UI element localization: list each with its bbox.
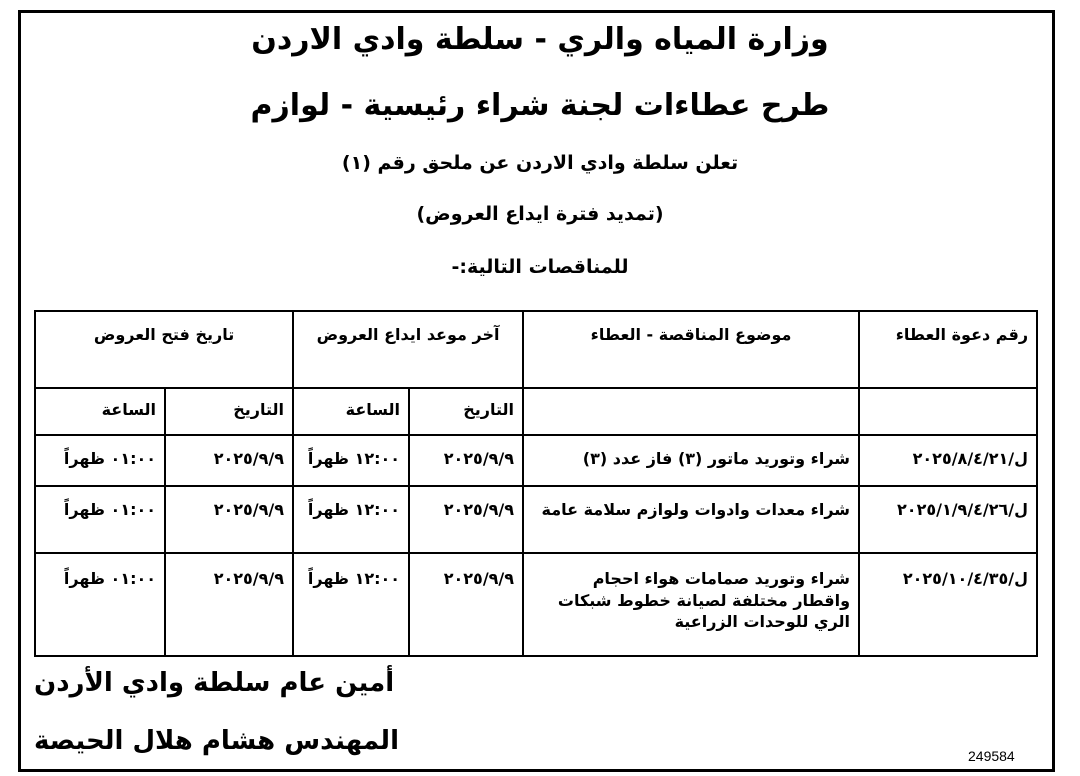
tenders-intro: للمناقصات التالية:- — [451, 256, 629, 278]
ministry-heading: وزارة المياه والري - سلطة وادي الاردن — [251, 22, 829, 57]
header-deadline: آخر موعد ايداع العروض — [293, 311, 523, 388]
tenders-table — [34, 310, 1038, 657]
announcement-line: تعلن سلطة وادي الاردن عن ملحق رقم (١) — [341, 152, 739, 174]
deadline-time: ١٢:٠٠ ظهراً — [293, 486, 409, 553]
header-opening: تاريخ فتح العروض — [35, 311, 293, 388]
deadline-date: ٢٠٢٥/٩/٩ — [409, 553, 523, 656]
deadline-time: ١٢:٠٠ ظهراً — [293, 435, 409, 486]
table-row — [35, 486, 1037, 553]
subheader-empty-subject — [523, 388, 859, 435]
signatory-position: أمين عام سلطة وادي الأردن — [34, 668, 395, 698]
tender-subject: شراء معدات وادوات ولوازم سلامة عامة — [523, 486, 859, 553]
deadline-date: ٢٠٢٥/٩/٩ — [409, 486, 523, 553]
subheader-deadline-date: التاريخ — [409, 388, 523, 435]
extension-line: (تمديد فترة ايداع العروض) — [416, 203, 664, 225]
tender-number: ل/٢٠٢٥/١/٩/٤/٢٦ — [859, 486, 1037, 553]
subheader-deadline-time: الساعة — [293, 388, 409, 435]
header-subject: موضوع المناقصة - العطاء — [523, 311, 859, 388]
tender-subject: شراء وتوريد ماتور (٣) فاز عدد (٣) — [523, 435, 859, 486]
opening-date: ٢٠٢٥/٩/٩ — [165, 553, 293, 656]
subheader-empty-number — [859, 388, 1037, 435]
subheader-opening-date: التاريخ — [165, 388, 293, 435]
opening-date: ٢٠٢٥/٩/٩ — [165, 486, 293, 553]
deadline-date: ٢٠٢٥/٩/٩ — [409, 435, 523, 486]
opening-time: ٠١:٠٠ ظهراً — [35, 486, 165, 553]
tender-subject: شراء وتوريد صمامات هواء احجام واقطار مختلفة لصيانة خطوط شبكات الري للوحدات الزراعية — [523, 553, 859, 656]
subheader-opening-time: الساعة — [35, 388, 165, 435]
signatory-name: المهندس هشام هلال الحيصة — [34, 726, 399, 756]
table-row — [35, 553, 1037, 656]
opening-time: ٠١:٠٠ ظهراً — [35, 435, 165, 486]
table-subheader-row — [35, 388, 1037, 435]
opening-date: ٢٠٢٥/٩/٩ — [165, 435, 293, 486]
tender-number: ل/٢٠٢٥/١٠/٤/٣٥ — [859, 553, 1037, 656]
deadline-time: ١٢:٠٠ ظهراً — [293, 553, 409, 656]
tender-title: طرح عطاءات لجنة شراء رئيسية - لوازم — [250, 88, 830, 123]
table-header-row — [35, 311, 1037, 388]
header-number: رقم دعوة العطاء — [859, 311, 1037, 388]
reference-number: 249584 — [968, 748, 1015, 764]
table-row — [35, 435, 1037, 486]
opening-time: ٠١:٠٠ ظهراً — [35, 553, 165, 656]
tender-number: ل/٢٠٢٥/٨/٤/٢١ — [859, 435, 1037, 486]
